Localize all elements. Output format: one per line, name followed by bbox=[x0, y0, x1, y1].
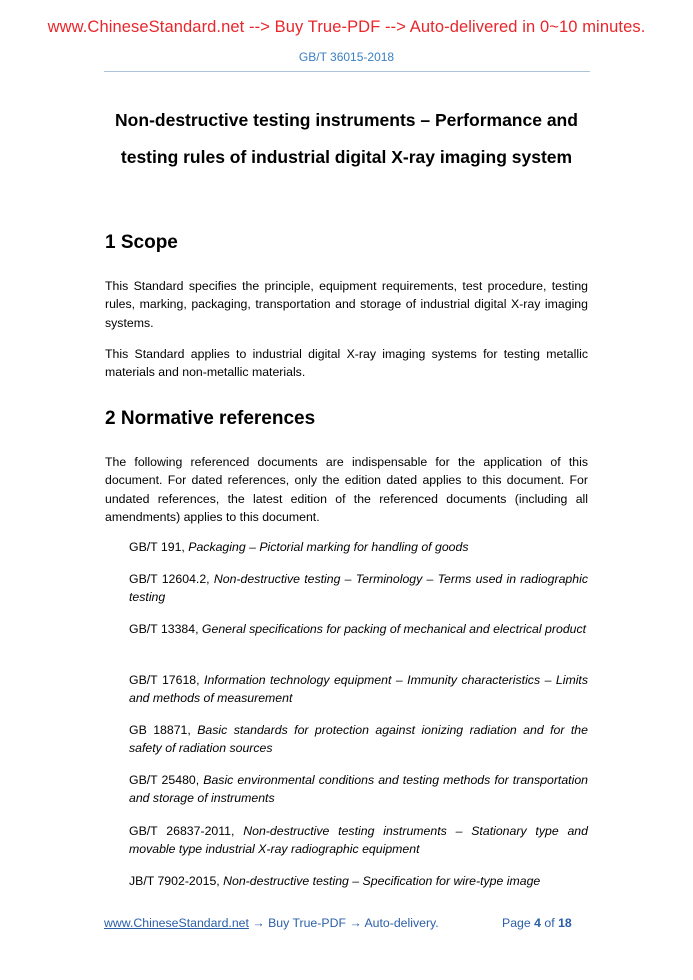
standard-code: GB/T 36015-2018 bbox=[298, 50, 395, 64]
title-line-2: testing rules of industrial digital X-ray imaging system bbox=[120, 147, 573, 167]
normative-intro: The following referenced documents are indispensable for the application of this document. For dated references, only the edition dated applies to this document. For undated references, the latest edition of the referenced documents (including all amendments) applies to this document. bbox=[105, 455, 588, 525]
reference-code: GB/T 25480, bbox=[129, 773, 204, 787]
reference-title: Non-destructive testing – Specification for wire-type image bbox=[223, 874, 541, 888]
reference-title: Packaging – Pictorial marking for handling of goods bbox=[188, 540, 469, 554]
section-heading-scope: 1 Scope bbox=[105, 232, 178, 253]
reference-title: Non-destructive testing instruments – Stationary type and movable type industrial X-ray radiographic equipment bbox=[129, 824, 588, 857]
reference-code: GB/T 26837-2011, bbox=[129, 824, 244, 838]
page-total: 18 bbox=[558, 916, 572, 930]
reference-item bbox=[129, 570, 588, 607]
reference-title: Non-destructive testing – Terminology – Terms used in radiographic testing bbox=[129, 572, 588, 605]
section-heading-normative: 2 Normative references bbox=[105, 408, 316, 429]
scope-paragraph-1: This Standard specifies the principle, equipment requirements, test procedure, testing rules, marking, packaging, transportation and storage of industrial digital X-ray imaging systems. bbox=[105, 279, 588, 330]
reference-title: Information technology equipment – Immunity characteristics – Limits and methods of measurement bbox=[129, 673, 588, 706]
scope-paragraph-2: This Standard applies to industrial digital X-ray imaging systems for testing metallic materials and non-metallic materials. bbox=[105, 347, 588, 380]
title-line-1: Non-destructive testing instruments – Performance and bbox=[115, 110, 578, 130]
of-label: of bbox=[544, 916, 555, 930]
reference-item bbox=[129, 721, 588, 758]
arrow-right-icon: → bbox=[252, 916, 265, 930]
reference-title: General specifications for packing of mechanical and electrical product bbox=[201, 622, 587, 636]
reference-code: GB/T 12604.2, bbox=[129, 572, 214, 586]
reference-code: GB/T 13384, bbox=[129, 622, 202, 636]
header-divider bbox=[104, 71, 590, 72]
reference-item bbox=[129, 671, 588, 708]
promo-banner[interactable]: www.ChineseStandard.net --> Buy True-PDF --> Auto-delivered in 0~10 minutes. bbox=[47, 18, 646, 36]
reference-code: GB/T 17618, bbox=[129, 673, 205, 687]
page-label: Page bbox=[502, 916, 531, 930]
footer-buy-text: Buy True-PDF bbox=[268, 916, 346, 930]
footer-promo-link[interactable] bbox=[104, 916, 439, 930]
footer-site-link[interactable]: www.ChineseStandard.net bbox=[104, 916, 249, 930]
footer-auto-text: Auto-delivery. bbox=[364, 916, 439, 930]
reference-item bbox=[129, 771, 588, 808]
arrow-right-icon: → bbox=[349, 916, 362, 930]
reference-title: Basic environmental conditions and testing methods for transportation and storage of instruments bbox=[129, 773, 588, 806]
reference-item bbox=[129, 822, 588, 859]
reference-item bbox=[129, 538, 588, 556]
document-title bbox=[60, 102, 633, 176]
reference-code: JB/T 7902-2015, bbox=[129, 874, 224, 888]
reference-code: GB/T 191, bbox=[129, 540, 189, 554]
reference-item bbox=[129, 872, 588, 890]
reference-item bbox=[129, 620, 588, 638]
reference-code: GB 18871, bbox=[129, 723, 198, 737]
page-indicator bbox=[502, 916, 572, 930]
page-number: 4 bbox=[534, 916, 541, 930]
reference-title: Basic standards for protection against ionizing radiation and for the safety of radiation sources bbox=[129, 723, 588, 756]
